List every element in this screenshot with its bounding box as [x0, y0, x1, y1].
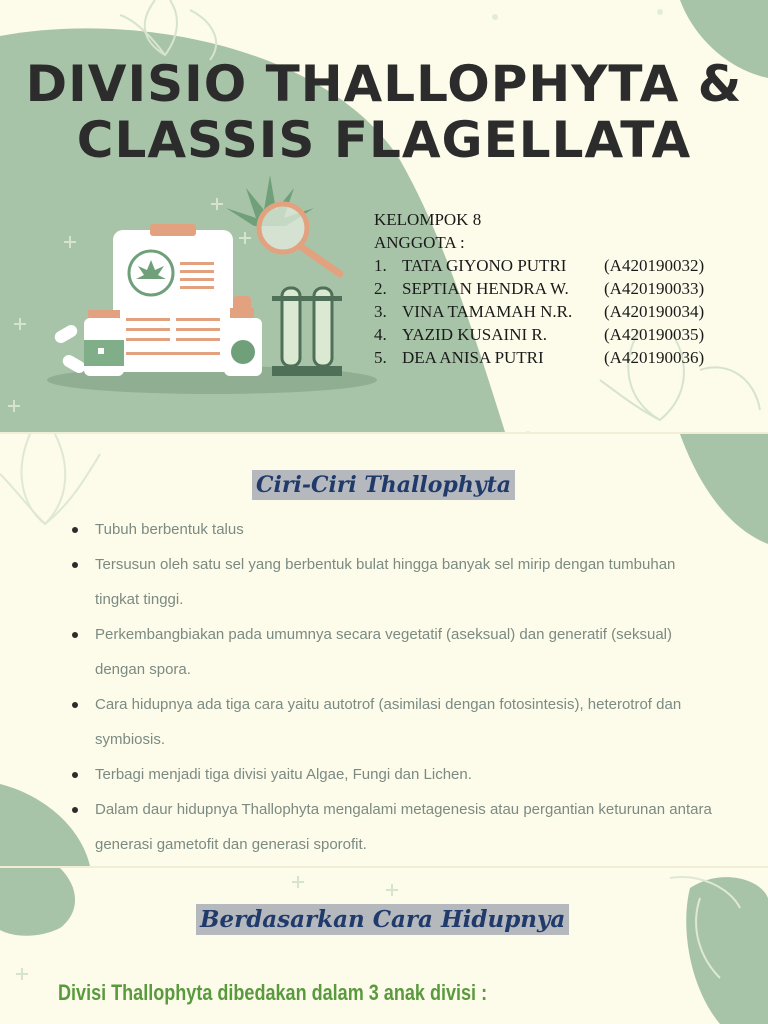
list-item: Terbagi menjadi tiga divisi yaitu Algae, Fungi dan Lichen. — [70, 757, 720, 792]
characteristics-list — [70, 512, 720, 862]
characteristics-slide — [0, 434, 768, 866]
member-name: DEA ANISA PUTRI — [402, 348, 544, 367]
member-nim: (A420190032) — [604, 256, 705, 275]
member-number: 3. — [374, 302, 387, 321]
member-row — [374, 300, 704, 323]
slide-title-line-1: DIVISIO THALLOPHYTA & — [25, 55, 743, 113]
member-number: 4. — [374, 325, 387, 344]
member-name: TATA GIYONO PUTRI — [402, 256, 567, 275]
list-item: Cara hidupnya ada tiga cara yaitu autotrof (asimilasi dengan fotosintesis), heterotrof dan symbiosis. — [70, 687, 720, 757]
members-label: ANGGOTA : — [374, 233, 465, 252]
member-nim: (A420190033) — [604, 279, 705, 298]
way-of-life-slide — [0, 868, 768, 1024]
slide-title-line-2: CLASSIS FLAGELLATA — [76, 111, 692, 169]
list-item: Perkembangbiakan pada umumnya secara vegetatif (aseksual) dan generatif (seksual) dengan spora. — [70, 617, 720, 687]
group-info — [374, 208, 704, 369]
characteristics-heading: Ciri-Ciri Thallophyta — [252, 470, 515, 500]
member-row — [374, 277, 704, 300]
member-row — [374, 323, 704, 346]
list-item: Tersusun oleh satu sel yang berbentuk bulat hingga banyak sel mirip dengan tumbuhan tingkat tinggi. — [70, 547, 720, 617]
group-number: KELOMPOK 8 — [374, 210, 482, 229]
title-slide — [0, 0, 768, 432]
member-number: 1. — [374, 256, 387, 275]
way-of-life-subtitle: Divisi Thallophyta dibedakan dalam 3 anak divisi : — [58, 980, 488, 1005]
list-item: Dalam daur hidupnya Thallophyta mengalami metagenesis atau pergantian keturunan antara generasi gametofit dan generasi sporofit. — [70, 792, 720, 862]
member-nim: (A420190034) — [604, 302, 705, 321]
member-number: 5. — [374, 348, 387, 367]
member-number: 2. — [374, 279, 387, 298]
member-nim: (A420190036) — [604, 348, 705, 367]
member-nim: (A420190035) — [604, 325, 705, 344]
member-row — [374, 254, 704, 277]
list-item: Tubuh berbentuk talus — [70, 512, 720, 547]
member-name: SEPTIAN HENDRA W. — [402, 279, 569, 298]
member-row — [374, 346, 704, 369]
member-name: YAZID KUSAINI R. — [402, 325, 547, 344]
way-of-life-heading: Berdasarkan Cara Hidupnya — [196, 904, 569, 935]
member-name: VINA TAMAMAH N.R. — [402, 302, 573, 321]
